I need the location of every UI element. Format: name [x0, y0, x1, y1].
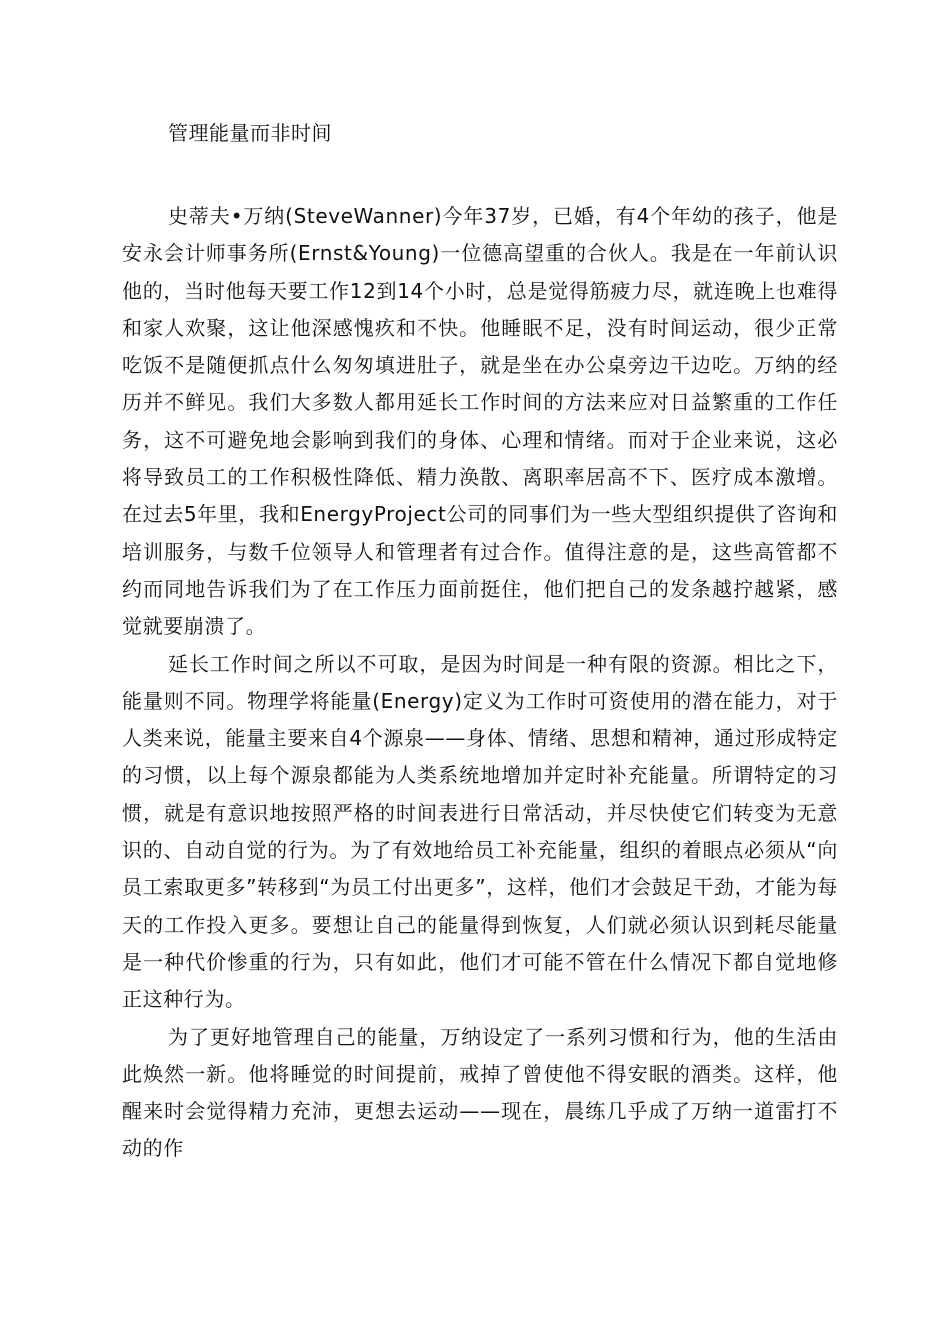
document-title: 管理能量而非时间	[168, 121, 332, 145]
document-body	[122, 198, 838, 1168]
paragraph-2: 延长工作时间之所以不可取，是因为时间是一种有限的资源。相比之下，能量则不同。物理学将能量(Energy)定义为工作时可资使用的潜在能力，对于人类来说，能量主要来自4个源泉——身体、情绪、思想和精神，通过形成特定的习惯，以上每个源泉都能为人类系统地增加并定时补充能量。所谓特定的习惯，就是有意识地按照严格的时间表进行日常活动，并尽快使它们转变为无意识的、自动自觉的行为。为了有效地给员工补充能量，组织的着眼点必须从“向员工索取更多”转移到“为员工付出更多”，这样，他们才会鼓足干劲，才能为每天的工作投入更多。要想让自己的能量得到恢复，人们就必须认识到耗尽能量是一种代价惨重的行为，只有如此，他们才可能不管在什么情况下都自觉地修正这种行为。	[122, 651, 838, 1012]
paragraph-1: 史蒂夫•万纳(SteveWanner)今年37岁，已婚，有4个年幼的孩子，他是安永会计师事务所(Ernst&Young)一位德高望重的合伙人。我是在一年前认识他的，当时他每天要工作12到14个小时，总是觉得筋疲力尽，就连晚上也难得和家人欢聚，这让他深感愧疚和不快。他睡眠不足，没有时间运动，很少正常吃饭不是随便抓点什么匆匆填进肚子，就是坐在办公桌旁边干边吃。万纳的经历并不鲜见。我们大多数人都用延长工作时间的方法来应对日益繁重的工作任务，这不可避免地会影响到我们的身体、心理和情绪。而对于企业来说，这必将导致员工的工作积极性降低、精力涣散、离职率居高不下、医疗成本激增。在过去5年里，我和EnergyProject公司的同事们为一些大型组织提供了咨询和培训服务，与数千位领导人和管理者有过合作。值得注意的是，这些高管都不约而同地告诉我们为了在工作压力面前挺住，他们把自己的发条越拧越紧，感觉就要崩溃了。	[122, 204, 838, 639]
paragraph-3: 为了更好地管理自己的能量，万纳设定了一系列习惯和行为，他的生活由此焕然一新。他将睡觉的时间提前，戒掉了曾使他不得安眠的酒类。这样，他醒来时会觉得精力充沛，更想去运动——现在，晨练几乎成了万纳一道雷打不动的作	[122, 1024, 838, 1161]
